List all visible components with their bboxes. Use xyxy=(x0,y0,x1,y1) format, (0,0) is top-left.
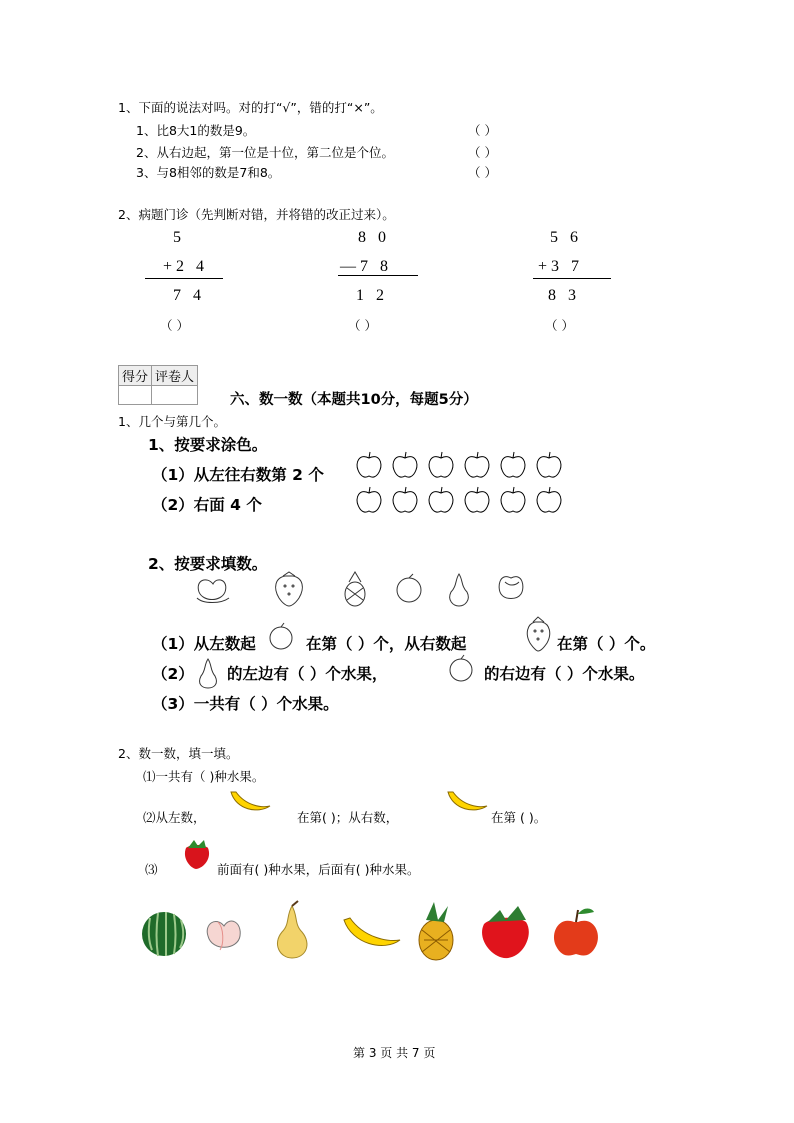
q2-line-3-b: 前面有( )种水果，后面有( )种水果。 xyxy=(217,862,420,877)
sub2-title: 2、按要求填数。 xyxy=(148,555,268,573)
banana-icon xyxy=(445,788,489,816)
sub2-line2-c: 的右边有（ ）个水果。 xyxy=(484,665,645,683)
pear-icon xyxy=(277,901,306,958)
score-cell[interactable] xyxy=(119,386,152,405)
pineapple-icon xyxy=(419,902,453,960)
q1-item-1: 1、比8大1的数是9。 xyxy=(136,123,256,138)
score-label: 得分 xyxy=(119,366,152,386)
orange-outline-icon xyxy=(397,574,421,602)
problem-1-answer[interactable]: （ ） xyxy=(160,318,189,333)
q1-item-3: 3、与8相邻的数是7和8。 xyxy=(136,165,281,180)
apple-icon[interactable] xyxy=(393,487,417,512)
apple-icon[interactable] xyxy=(357,452,381,477)
apple-icon[interactable] xyxy=(357,487,381,512)
problem-1-top: 5 xyxy=(173,229,185,246)
q1-answer-2[interactable]: （ ） xyxy=(468,145,497,160)
problem-3-answer[interactable]: （ ） xyxy=(545,318,574,333)
apple-icon[interactable] xyxy=(393,452,417,477)
s6-q1-title: 1、几个与第几个。 xyxy=(118,414,226,429)
sub1-row-2: （2）右面 4 个 xyxy=(152,496,262,514)
problem-1-rule xyxy=(145,278,223,279)
q1-answer-3[interactable]: （ ） xyxy=(468,165,497,180)
banana-icon xyxy=(228,788,272,816)
q2-line-2-c: 在第 ( )。 xyxy=(491,810,547,825)
sub2-line1-c: 在第（ ）个。 xyxy=(557,635,656,653)
grader-label: 评卷人 xyxy=(152,366,198,386)
problem-3-rule xyxy=(533,278,611,279)
pear-outline-icon xyxy=(196,656,220,690)
sub2-line2-a: （2） xyxy=(152,665,194,683)
problem-3-top: 5 6 xyxy=(550,229,582,246)
apple-icon[interactable] xyxy=(429,487,453,512)
banana-icon xyxy=(344,918,400,946)
q2-line-2-a: ⑵从左数， xyxy=(143,810,206,825)
pear-outline-icon xyxy=(450,574,469,606)
color-fruit-row xyxy=(138,900,608,962)
apple-icon[interactable] xyxy=(501,487,525,512)
apple-row-1 xyxy=(355,451,575,481)
apple-outline-icon xyxy=(499,577,523,599)
apple-icon[interactable] xyxy=(429,452,453,477)
peach-outline-icon xyxy=(197,580,229,603)
problem-1-result: 7 4 xyxy=(173,287,205,304)
problem-3-result: 8 3 xyxy=(548,287,580,304)
q1-title: 1、下面的说法对吗。对的打“√”，错的打“×”。 xyxy=(118,100,383,115)
outline-fruit-row xyxy=(193,570,533,610)
q1-answer-1[interactable]: （ ） xyxy=(468,123,497,138)
problem-2-top: 8 0 xyxy=(358,229,390,246)
apple-icon xyxy=(554,909,598,956)
problem-2-rule xyxy=(338,275,418,276)
q2-line-2-b: 在第( )；从右数， xyxy=(297,810,399,825)
orange-outline-icon xyxy=(268,622,294,652)
q1-item-2: 2、从右边起，第一位是十位，第二位是个位。 xyxy=(136,145,394,160)
problem-3-operand: +3 7 xyxy=(538,258,584,275)
page-footer: 第 3 页 共 7 页 xyxy=(353,1046,436,1060)
strawberry-icon xyxy=(180,836,214,872)
q2-title: 2、病题门诊（先判断对错，并将错的改正过来）。 xyxy=(118,207,395,222)
problem-2-answer[interactable]: （ ） xyxy=(348,318,377,333)
problem-2-operand: —7 8 xyxy=(340,258,392,275)
peach-icon xyxy=(207,921,240,950)
q2-line-1: ⑴一共有（ )种水果。 xyxy=(143,769,265,784)
score-box xyxy=(118,365,198,405)
strawberry-outline-icon xyxy=(276,572,303,606)
section-heading: 六、数一数（本题共10分，每题5分） xyxy=(230,392,478,408)
watermelon-icon xyxy=(142,912,186,956)
strawberry-outline-icon xyxy=(525,616,551,652)
sub2-line2-b: 的左边有（ ）个水果， xyxy=(227,665,388,683)
strawberry-icon xyxy=(482,906,529,958)
apple-icon[interactable] xyxy=(465,452,489,477)
apple-row-2 xyxy=(355,486,575,516)
s6-q2-title: 2、数一数，填一填。 xyxy=(118,746,239,761)
pineapple-outline-icon xyxy=(345,572,365,606)
sub1-title: 1、按要求涂色。 xyxy=(148,436,268,454)
apple-icon[interactable] xyxy=(465,487,489,512)
sub2-line1-a: （1）从左数起 xyxy=(152,635,256,653)
q2-line-3-a: ⑶ xyxy=(145,862,158,877)
problem-2-result: 1 2 xyxy=(356,287,388,304)
sub2-line1-b: 在第（ ）个，从右数起 xyxy=(306,635,467,653)
sub1-row-1: （1）从左往右数第 2 个 xyxy=(152,466,324,484)
apple-icon[interactable] xyxy=(537,452,561,477)
sub2-line3: （3）一共有（ ）个水果。 xyxy=(152,695,339,713)
grader-cell[interactable] xyxy=(152,386,198,405)
apple-icon[interactable] xyxy=(537,487,561,512)
orange-outline-icon xyxy=(448,654,474,684)
apple-icon[interactable] xyxy=(501,452,525,477)
problem-1-operand: +2 4 xyxy=(163,258,209,275)
